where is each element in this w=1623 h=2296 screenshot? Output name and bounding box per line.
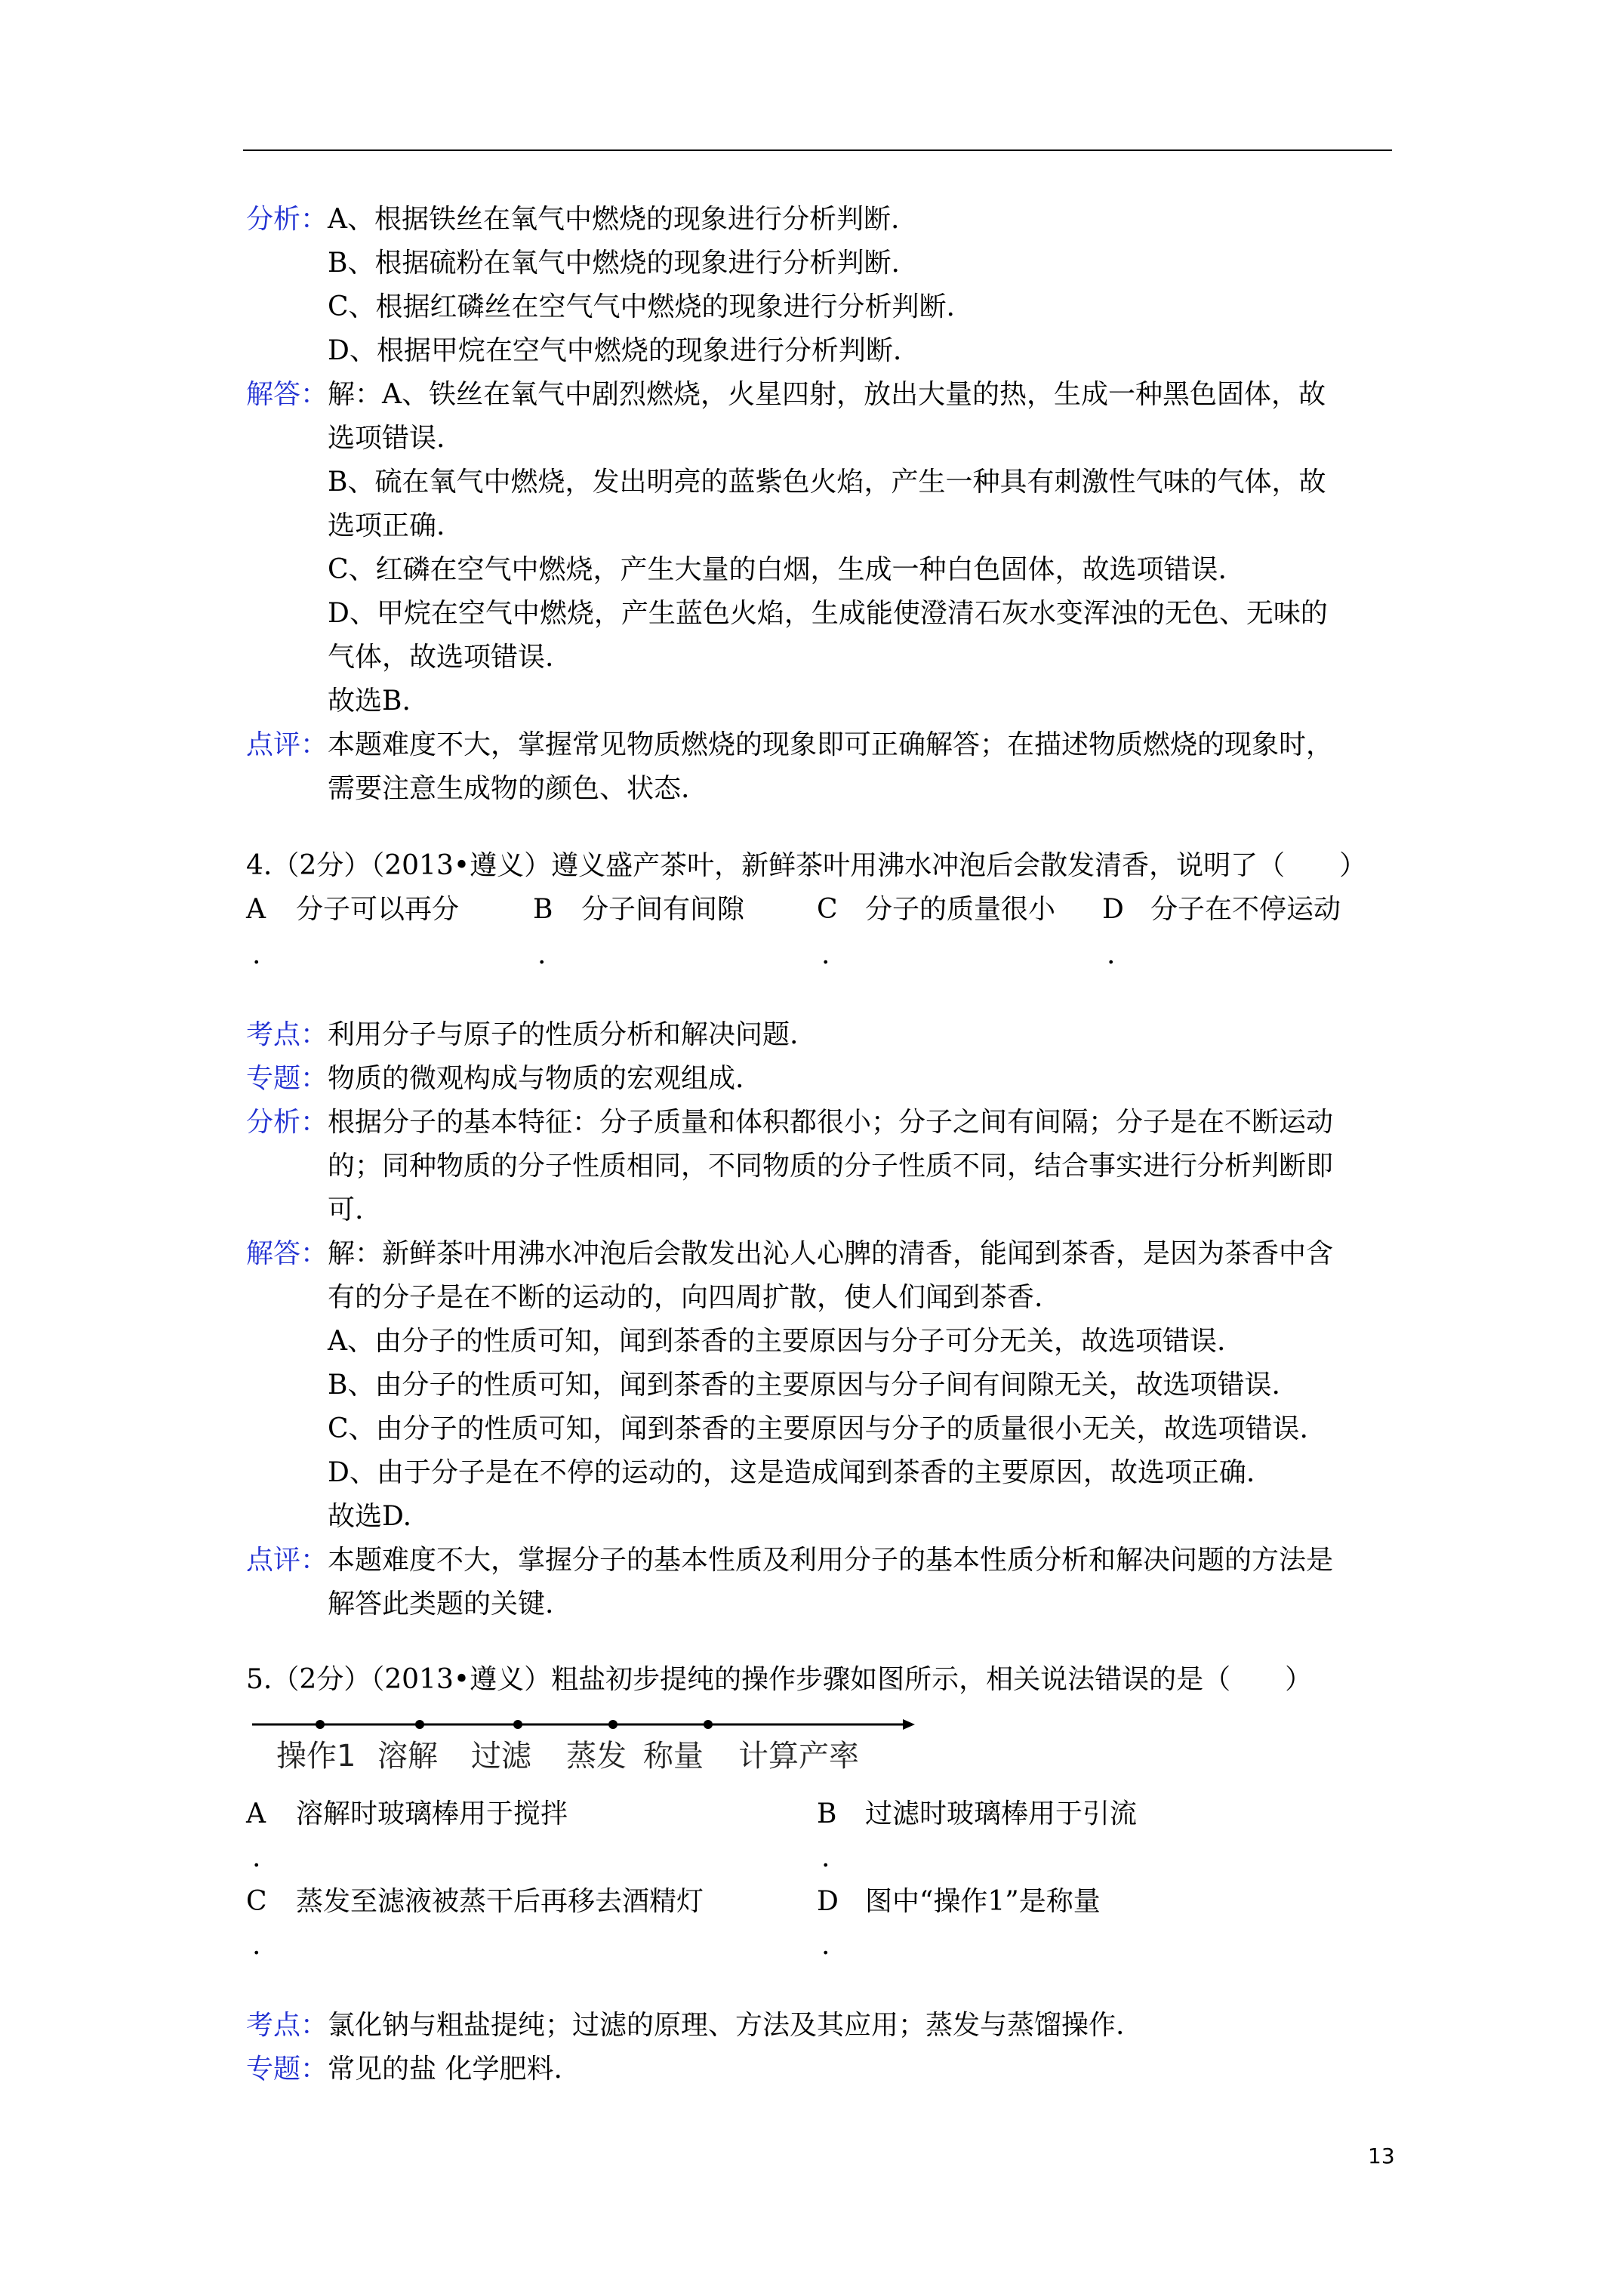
page-number: 13: [1368, 2143, 1395, 2168]
step-dot: [415, 1720, 424, 1729]
zhuanti-text: 物质的微观构成与物质的宏观组成.: [328, 1063, 744, 1094]
option-text: 蒸发至滤液被蒸干后再移去酒精灯: [296, 1886, 704, 1917]
step-label: 溶解: [377, 1739, 438, 1774]
option-letter: B: [817, 1798, 837, 1829]
option-letter: A: [246, 894, 266, 925]
q3-jieda-line: 气体，故选项错误.: [328, 642, 554, 673]
fenxi-label: 分析：: [246, 1107, 328, 1138]
option-text: 图中“操作1”是称量: [865, 1886, 1101, 1917]
question-stem: 4.（2分）（2013•遵义）遵义盛产茶叶，新鲜茶叶用沸水冲泡后会散发清香，说明了（ ）: [246, 850, 1367, 881]
q3-jieda-line: 故选B.: [328, 686, 411, 717]
option-dot: .: [821, 1930, 830, 1961]
q3-jieda-line: C、红磷在空气中燃烧，产生大量的白烟，生成一种白色固体，故选项错误.: [328, 554, 1227, 585]
kaodian-text: 利用分子与原子的性质分析和解决问题.: [328, 1019, 799, 1050]
q3-fenxi-line: C、根据红磷丝在空气气中燃烧的现象进行分析判断.: [328, 291, 955, 322]
fenxi-label: 分析：: [246, 204, 328, 235]
q4-fenxi-line: 可.: [328, 1194, 364, 1225]
q4-jieda-line: D、由于分子是在不停的运动的，这是造成闻到茶香的主要原因，故选项正确.: [328, 1457, 1255, 1488]
q4-jieda-line: B、由分子的性质可知，闻到茶香的主要原因与分子间有间隙无关，故选项错误.: [328, 1370, 1280, 1401]
step-dot: [608, 1720, 617, 1729]
option-dot: .: [537, 939, 547, 970]
option-text: 分子可以再分: [296, 894, 460, 925]
option-letter: D: [1102, 894, 1124, 925]
step-label: 蒸发: [566, 1739, 627, 1774]
option-dot: .: [821, 1842, 830, 1873]
q4-jieda-line: 故选D.: [328, 1501, 412, 1532]
kaodian-label: 考点：: [246, 1019, 328, 1050]
option-letter: D: [817, 1886, 839, 1917]
jieda-label: 解答：: [246, 1238, 328, 1269]
jieda-label: 解答：: [246, 379, 328, 410]
q3-jieda-line: B、硫在氧气中燃烧，发出明亮的蓝紫色火焰，产生一种具有刺激性气味的气体，故: [328, 467, 1326, 498]
step-dot: [704, 1720, 713, 1729]
option-letter: C: [246, 1886, 267, 1917]
q4-jieda-line: C、由分子的性质可知，闻到茶香的主要原因与分子的质量很小无关，故选项错误.: [328, 1413, 1308, 1444]
process-arrow-head: [903, 1719, 915, 1730]
q3-dianping-line: 需要注意生成物的颜色、状态.: [328, 773, 690, 804]
header-rule: [243, 149, 1392, 151]
question-stem: 5.（2分）（2013•遵义）粗盐初步提纯的操作步骤如图所示，相关说法错误的是（ ）: [246, 1664, 1313, 1695]
option-dot: .: [252, 939, 261, 970]
zhuanti-label: 专题：: [246, 2054, 328, 2085]
step-label: 过滤: [471, 1739, 531, 1774]
option-letter: C: [817, 894, 838, 925]
kaodian-label: 考点：: [246, 2010, 328, 2041]
zhuanti-label: 专题：: [246, 1063, 328, 1094]
q4-dianping-line: 本题难度不大，掌握分子的基本性质及利用分子的基本性质分析和解决问题的方法是: [328, 1545, 1334, 1576]
q3-jieda-line: 选项错误.: [328, 423, 445, 454]
option-dot: .: [1107, 939, 1116, 970]
dianping-label: 点评：: [246, 729, 328, 760]
q4-jieda-line: A、由分子的性质可知，闻到茶香的主要原因与分子可分无关，故选项错误.: [328, 1326, 1226, 1357]
step-dot: [316, 1720, 325, 1729]
step-label: 计算产率: [738, 1739, 859, 1774]
kaodian-text: 氯化钠与粗盐提纯；过滤的原理、方法及其应用；蒸发与蒸馏操作.: [328, 2010, 1125, 2041]
option-letter: B: [533, 894, 553, 925]
step-label: 操作1: [276, 1739, 356, 1774]
q4-dianping-line: 解答此类题的关键.: [328, 1589, 554, 1620]
option-letter: A: [246, 1798, 266, 1829]
q4-fenxi-line: 根据分子的基本特征：分子质量和体积都很小；分子之间有间隔；分子是在不断运动: [328, 1107, 1334, 1138]
option-text: 分子间有间隙: [581, 894, 745, 925]
zhuanti-text: 常见的盐 化学肥料.: [328, 2054, 562, 2085]
step-dot: [513, 1720, 522, 1729]
q3-fenxi-line: B、根据硫粉在氧气中燃烧的现象进行分析判断.: [328, 248, 900, 279]
q3-jieda-line: 选项正确.: [328, 510, 445, 541]
process-arrow-diagram: [252, 1717, 916, 1732]
option-dot: .: [252, 1930, 261, 1961]
q3-jieda-line: D、甲烷在空气中燃烧，产生蓝色火焰，生成能使澄清石灰水变浑浊的无色、无味的: [328, 598, 1328, 629]
option-text: 过滤时玻璃棒用于引流: [865, 1798, 1138, 1829]
option-dot: .: [821, 939, 830, 970]
option-text: 分子的质量很小: [865, 894, 1056, 925]
q3-dianping-line: 本题难度不大，掌握常见物质燃烧的现象即可正确解答；在描述物质燃烧的现象时，: [328, 729, 1334, 760]
step-label: 称量: [643, 1739, 704, 1774]
q4-jieda-line: 解：新鲜茶叶用沸水冲泡后会散发出沁人心脾的清香，能闻到茶香，是因为茶香中含: [328, 1238, 1334, 1269]
q3-fenxi-line: D、根据甲烷在空气中燃烧的现象进行分析判断.: [328, 335, 902, 366]
q4-jieda-line: 有的分子是在不断的运动的，向四周扩散，使人们闻到茶香.: [328, 1282, 1043, 1313]
option-text: 溶解时玻璃棒用于搅拌: [296, 1798, 568, 1829]
q3-jieda-line: 解：A、铁丝在氧气中剧烈燃烧，火星四射，放出大量的热，生成一种黑色固体，故: [328, 379, 1326, 410]
option-text: 分子在不停运动: [1150, 894, 1341, 925]
q4-fenxi-line: 的；同种物质的分子性质相同，不同物质的分子性质不同，结合事实进行分析判断即: [328, 1151, 1334, 1182]
q3-fenxi-line: A、根据铁丝在氧气中燃烧的现象进行分析判断.: [328, 204, 900, 235]
option-dot: .: [252, 1842, 261, 1873]
dianping-label: 点评：: [246, 1545, 328, 1576]
